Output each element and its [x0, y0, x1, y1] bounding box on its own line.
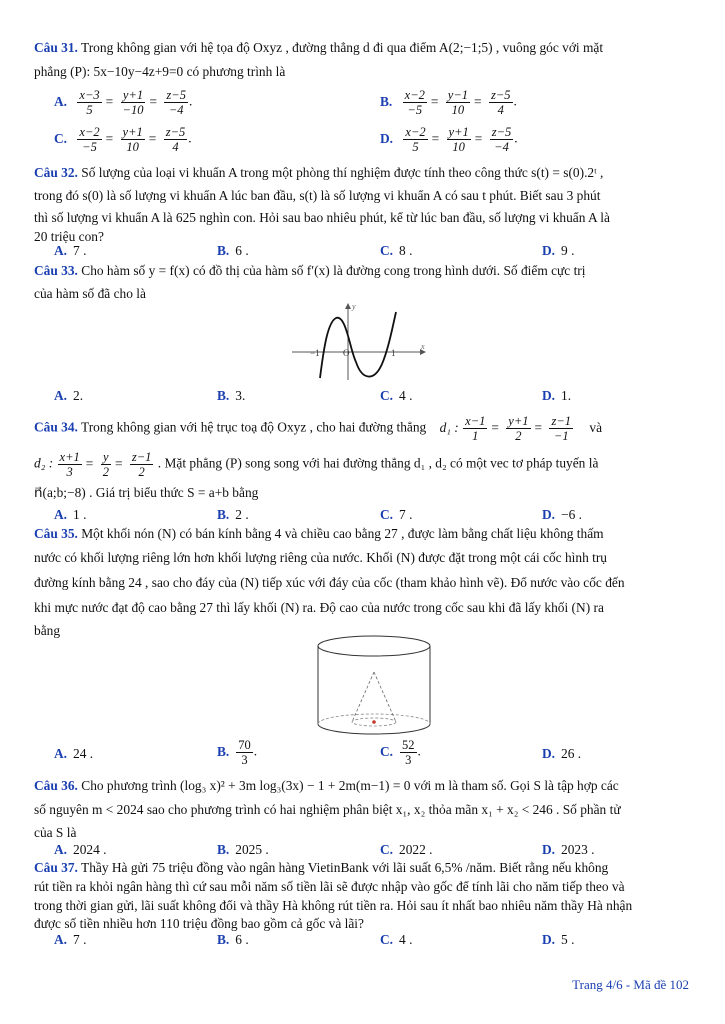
- cup-top-rim: [318, 636, 430, 656]
- question-32-line2: trong đó s(0) là số lượng vi khuẩn A lúc ban đầu, s(t) là số lượng vi khuẩn A có sau t phút. Biết sau 3 phút: [34, 188, 601, 203]
- question-34-line2: d₂ : $\frac{x+1}{3}$ = $\frac{y}{2}$ = $\frac{z-1}{2}$ . Mặt phẳng (P) song song với hai đường thẳng d₁ , d₂ có một vec tơ pháp tuyến là: [34, 450, 599, 479]
- fraction: $\frac{x-3}{5}$: [79, 88, 100, 117]
- option-32-b[interactable]: B. 6 .: [217, 243, 249, 258]
- question-32: [34, 162, 694, 183]
- option-36-d[interactable]: D. 2023 .: [542, 842, 595, 857]
- option-36-a[interactable]: A. 2024 .: [54, 842, 107, 857]
- y-axis-arrow: [345, 303, 351, 309]
- option-34-a[interactable]: A. 1 .: [54, 507, 87, 522]
- cup-bottom-front: [318, 724, 430, 734]
- question-text: Thầy Hà gửi 75 triệu đồng vào ngân hàng VietinBank với lãi suất 6,5% /năm. Biết rằng nếu không: [81, 860, 609, 875]
- cup-cone-figure: [312, 632, 436, 740]
- fraction: $\frac{y-1}{10}$: [447, 88, 469, 117]
- fraction: $\frac{z-5}{4}$: [165, 125, 186, 154]
- fraction: $\frac{x-2}{-5}$: [404, 88, 425, 117]
- cone-right-edge: [374, 672, 396, 722]
- question-36-line3: của S là: [34, 825, 77, 840]
- question-33-line2: của hàm số đã cho là: [34, 286, 146, 301]
- option-letter: D.: [380, 130, 394, 146]
- question-label: Câu 31.: [34, 40, 78, 55]
- question-text: Cho hàm số y = f(x) có đồ thị của hàm số f′(x) là đường cong trong hình dưới. Số điểm cực trị: [81, 263, 586, 278]
- option-34-c[interactable]: C. 7 .: [380, 507, 413, 522]
- question-37: [34, 857, 694, 878]
- option-37-b[interactable]: B. 6 .: [217, 932, 249, 947]
- fraction: $\frac{z-5}{-4}$: [491, 125, 512, 154]
- option-35-c[interactable]: C. $\frac{52}{3}$ .: [380, 738, 421, 767]
- line-d1-label: d₁ :: [439, 419, 459, 435]
- fraction: $\frac{y+1}{-10}$: [122, 88, 144, 117]
- option-36-c[interactable]: C. 2022 .: [380, 842, 433, 857]
- question-text: Số lượng của loại vi khuẩn A trong một phòng thí nghiệm được tính theo công thức s(t) = s(0).2ᵗ ,: [81, 165, 604, 180]
- question-text: Trong không gian với hệ tọa độ Oxyz , đường thẳng d đi qua điểm A(2;−1;5) , vuông góc với mặt: [81, 40, 604, 55]
- option-31-a[interactable]: A. $\frac{x-3}{5}$ = $\frac{y+1}{-10}$ = $\frac{z-5}{-4}$ .: [54, 88, 193, 117]
- question-text: Một khối nón (N) có bán kính bằng 4 và chiều cao bằng 27 , được làm bằng chất liệu không thấm: [81, 526, 604, 541]
- question-31-line2: [34, 61, 694, 82]
- question-text: Cho phương trình (log₃ x)² + 3m log₃(3x) − 1 + 2m(m−1) = 0 với m là tham số. Gọi S là tập hợp các: [81, 778, 619, 793]
- question-text: Trong không gian với hệ trục toạ độ Oxyz , cho hai đường thẳng: [81, 419, 427, 435]
- question-34: Câu 34. Trong không gian với hệ trục toạ độ Oxyz , cho hai đường thẳng d₁ : $\frac{x-1}{1}$ = $\frac{y+1}{2}$ = $\frac{z-1}{-1}$ và: [34, 414, 603, 443]
- fraction: $\frac{z-5}{4}$: [490, 88, 511, 117]
- question-label: Câu 37.: [34, 860, 78, 875]
- option-37-a[interactable]: A. 7 .: [54, 932, 87, 947]
- option-33-a[interactable]: A. 2.: [54, 388, 84, 403]
- question-label: Câu 33.: [34, 263, 78, 278]
- derivative-graph-figure: [290, 300, 430, 382]
- origin-label: O: [343, 348, 350, 358]
- tick-one: 1: [391, 348, 396, 358]
- question-label: Câu 34.: [34, 419, 78, 435]
- page-footer: Trang 4/6 - Mã đề 102: [572, 977, 689, 992]
- question-37-line3: trong thời gian gửi, lãi suất không đổi và thầy Hà không rút tiền ra. Hỏi sau ít nhất bao nhiêu năm thầy Hà nhận: [34, 898, 633, 913]
- question-35-line2: nước có khối lượng riêng lớn hơn khối lượng riêng của nước. Khối (N) được đặt trong một cái cốc hình trụ: [34, 550, 608, 565]
- option-35-a[interactable]: A. 24 .: [54, 746, 94, 761]
- option-36-b[interactable]: B. 2025 .: [217, 842, 269, 857]
- question-37-line2: rút tiền ra khỏi ngân hàng thì cứ sau mỗi năm số tiền lãi sẽ được nhập vào gốc để tính lãi cho năm tiếp theo và: [34, 879, 625, 894]
- cone-base-center: [372, 720, 376, 724]
- fraction: $\frac{z-5}{-4}$: [166, 88, 186, 117]
- question-36: [34, 775, 694, 796]
- question-label: Câu 32.: [34, 165, 78, 180]
- option-32-a[interactable]: A. 7 .: [54, 243, 87, 258]
- option-letter: A.: [54, 93, 68, 109]
- option-33-b[interactable]: B. 3.: [217, 388, 246, 403]
- option-34-d[interactable]: D. −6 .: [542, 507, 582, 522]
- option-37-c[interactable]: C. 4 .: [380, 932, 413, 947]
- option-35-b[interactable]: B. $\frac{70}{3}$ .: [217, 738, 258, 767]
- option-31-b[interactable]: B. $\frac{x-2}{-5}$ = $\frac{y-1}{10}$ = $\frac{z-5}{4}$ .: [380, 88, 517, 117]
- option-37-d[interactable]: D. 5 .: [542, 932, 575, 947]
- question-35-line3: đường kính bằng 24 , sao cho đáy của (N) tiếp xúc với đáy của cốc (tham khảo hình vẽ). Đổ nước vào cốc đến: [34, 575, 625, 590]
- question-32-line3: thì số lượng vi khuẩn A là 625 nghìn con. Hỏi sau bao nhiêu phút, kể từ lúc ban đầu, số lượng vi khuẩn A là: [34, 210, 610, 225]
- question-35-line5: bằng: [34, 623, 61, 638]
- option-33-d[interactable]: D. 1.: [542, 388, 572, 403]
- question-35-line4: khi mực nước đạt độ cao bằng 27 thì lấy khối (N) ra. Độ cao của nước trong cốc sau khi đã lấy khối (N) ra: [34, 600, 604, 615]
- question-32-line4: 20 triệu con?: [34, 229, 104, 244]
- curve-f-prime: [320, 312, 396, 378]
- question-text: phẳng (P): 5x−10y−4z+9=0 có phương trình là: [34, 64, 286, 79]
- question-label: Câu 36.: [34, 778, 78, 793]
- question-33: [34, 260, 694, 281]
- question-36-line2: số nguyên m < 2024 sao cho phương trình có hai nghiệm phân biệt x₁, x₂ thỏa mãn x₁ + x₂ < 246 . Số phần tử: [34, 802, 621, 817]
- option-32-c[interactable]: C. 8 .: [380, 243, 413, 258]
- y-axis-label: y: [352, 302, 356, 311]
- option-32-d[interactable]: D. 9 .: [542, 243, 575, 258]
- x-axis-label: x: [421, 342, 425, 351]
- question-label: Câu 35.: [34, 526, 78, 541]
- fraction: $\frac{y+1}{10}$: [448, 125, 469, 154]
- tick-neg-one: −1: [310, 348, 320, 358]
- fraction: $\frac{x-2}{5}$: [405, 125, 426, 154]
- question-35: [34, 523, 694, 544]
- option-34-b[interactable]: B. 2 .: [217, 507, 249, 522]
- option-31-d[interactable]: D. $\frac{x-2}{5}$ = $\frac{y+1}{10}$ = $\frac{z-5}{-4}$ .: [380, 125, 518, 154]
- option-31-c[interactable]: C. $\frac{x-2}{-5}$ = $\frac{y+1}{10}$ = $\frac{z-5}{4}$ .: [54, 125, 192, 154]
- option-letter: B.: [380, 93, 393, 109]
- question-34-line3: n⃗(a;b;−8) . Giá trị biểu thức S = a+b bằng: [34, 485, 259, 500]
- fraction: $\frac{x-2}{-5}$: [79, 125, 100, 154]
- line-d2-label: d₂ :: [34, 455, 54, 471]
- option-35-d[interactable]: D. 26 .: [542, 746, 582, 761]
- fraction: $\frac{y+1}{10}$: [122, 125, 143, 154]
- question-31: [34, 37, 694, 58]
- option-33-c[interactable]: C. 4 .: [380, 388, 413, 403]
- option-letter: C.: [54, 130, 68, 146]
- question-37-line4: được số tiền nhiều hơn 110 triệu đồng bao gồm cả gốc và lãi?: [34, 916, 364, 931]
